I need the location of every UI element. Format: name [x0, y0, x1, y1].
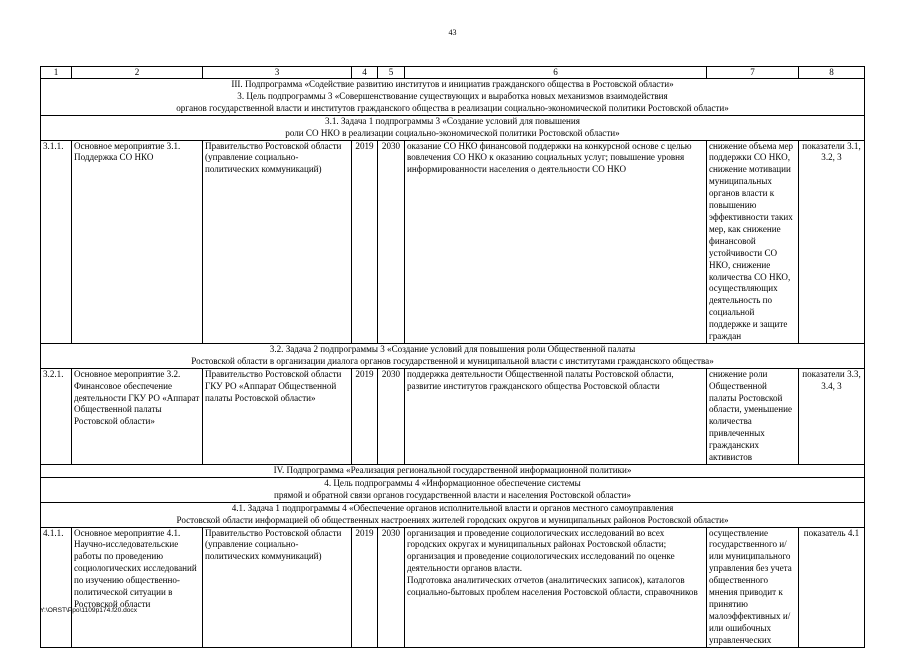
measure-name: Основное мероприятие 4.1. Научно-исследовательские работы по проведению социологических исследований по изучению общественно-политической ситуации в Ростовской области: [72, 527, 203, 647]
executor: Правительство Ростовской области (управление социально-политических коммуникаций): [203, 140, 352, 343]
table-row: [41, 140, 865, 343]
non-implementation-consequences: осуществление государственного и/или муниципального управления без учета общественного мнения приводит к принятию малоэффективных и/или ошибочных управленческих: [707, 527, 799, 647]
file-path-footer: Y:\ORST\Ppo\1109p174.f20.docx: [40, 607, 138, 614]
goal-3-line-1: 3. Цель подпрограммы 3 «Совершенствование существующих и выработка новых механизмов взаимодействия: [237, 90, 668, 101]
row-number: 3.2.1.: [41, 368, 72, 464]
end-year: 2030: [378, 140, 405, 343]
table-row: [41, 368, 865, 464]
goal-3-line-2: органов государственной власти и институтов гражданского общества в реализации социально-экономической политики Ростовской области»: [176, 102, 729, 113]
section-row: [41, 115, 865, 140]
column-number-header: [41, 67, 865, 79]
linked-indicators: показатели 3.1, 3.2, 3: [799, 140, 865, 343]
end-year: 2030: [378, 527, 405, 647]
col-header-5: 5: [378, 67, 405, 79]
page-number: 43: [448, 28, 457, 37]
col-header-2: 2: [72, 67, 203, 79]
start-year: 2019: [352, 368, 378, 464]
linked-indicators: показатель 4.1: [799, 527, 865, 647]
row-number: 3.1.1.: [41, 140, 72, 343]
col-header-8: 8: [799, 67, 865, 79]
task-3-1-title: 3.1. Задача 1 подпрограммы 3 «Создание условий для повышения роли СО НКО в реализации социально-экономической политики Ростовской области»: [41, 115, 865, 140]
start-year: 2019: [352, 140, 378, 343]
col-header-6: 6: [405, 67, 707, 79]
subprogram-4-title: IV. Подпрограмма «Реализация региональной государственной информационной политики»: [41, 465, 865, 478]
expected-result-part-2: Подготовка аналитических отчетов (аналитических записок), каталогов социально-бытовых проблем населения Ростовской области, справочников: [407, 575, 698, 598]
task-3-2-title: 3.2. Задача 2 подпрограммы 3 «Создание условий для повышения роли Общественной палаты Ростовской области в организации диалога органов государственной и муниципальной власти с институтами гражданского общества»: [41, 343, 865, 368]
section-row: [41, 79, 865, 116]
section-row: [41, 343, 865, 368]
measures-table: [40, 66, 865, 648]
non-implementation-consequences: снижение объема мер поддержки СО НКО, снижение мотивации муниципальных органов власти к повышению эффективности таких мер, как снижение финансовой устойчивости СО НКО, снижение количества СО НКО, осуществляющих деятельность по социальной поддержке и защите граждан: [707, 140, 799, 343]
col-header-3: 3: [203, 67, 352, 79]
col-header-1: 1: [41, 67, 72, 79]
start-year: 2019: [352, 527, 378, 647]
section-row: [41, 465, 865, 478]
row-number: 4.1.1.: [41, 527, 72, 647]
expected-result: оказание СО НКО финансовой поддержки на конкурсной основе с целью вовлечения СО НКО к оказанию социальных услуг; повышение уровня информированности населения о деятельности СО НКО: [405, 140, 707, 343]
measure-name: Основное мероприятие 3.2. Финансовое обеспечение деятельности ГКУ РО «Аппарат Общественной палаты Ростовской области»: [72, 368, 203, 464]
subprogram-3-title: III. Подпрограмма «Содействие развитию институтов и инициатив гражданского общества в Ростовской области» 3. Цель подпрограммы 3 «Совершенствование существующих и выработка новых механизмов взаимодействия органов государственной власти и институтов гражданского общества в реализации социально-экономической политики Ростовской области»: [41, 79, 865, 116]
expected-result: поддержка деятельности Общественной палаты Ростовской области, развитие институтов гражданского общества Ростовской области: [405, 368, 707, 464]
end-year: 2030: [378, 368, 405, 464]
goal-4-title: 4. Цель подпрограммы 4 «Информационное обеспечение системы прямой и обратной связи органов государственной власти и населения Ростовской области»: [41, 477, 865, 502]
section-row: [41, 477, 865, 502]
col-header-7: 7: [707, 67, 799, 79]
task-4-1-title: 4.1. Задача 1 подпрограммы 4 «Обеспечение органов исполнительной власти и органов местного самоуправления Ростовской области информацией об общественных настроениях жителей городских округов и муниципальных районов Ростовской области»: [41, 502, 865, 527]
col-header-4: 4: [352, 67, 378, 79]
executor: Правительство Ростовской области (управление социально-политических коммуникаций): [203, 527, 352, 647]
linked-indicators: показатели 3.3, 3.4, 3: [799, 368, 865, 464]
expected-result: [405, 527, 707, 647]
table-row: [41, 527, 865, 647]
expected-result-part-1: организация и проведение социологических исследований во всех городских округах и муниципальных районах Ростовской области; организация и проведение социологических исследований по оценке деятельности органов власти.: [407, 527, 675, 574]
executor: Правительство Ростовской области ГКУ РО «Аппарат Общественной палаты Ростовской области»: [203, 368, 352, 464]
section-row: [41, 502, 865, 527]
measure-name: Основное мероприятие 3.1. Поддержка СО НКО: [72, 140, 203, 343]
non-implementation-consequences: снижение роли Общественной палаты Ростовской области, уменьшение количества привлеченных гражданских активистов: [707, 368, 799, 464]
